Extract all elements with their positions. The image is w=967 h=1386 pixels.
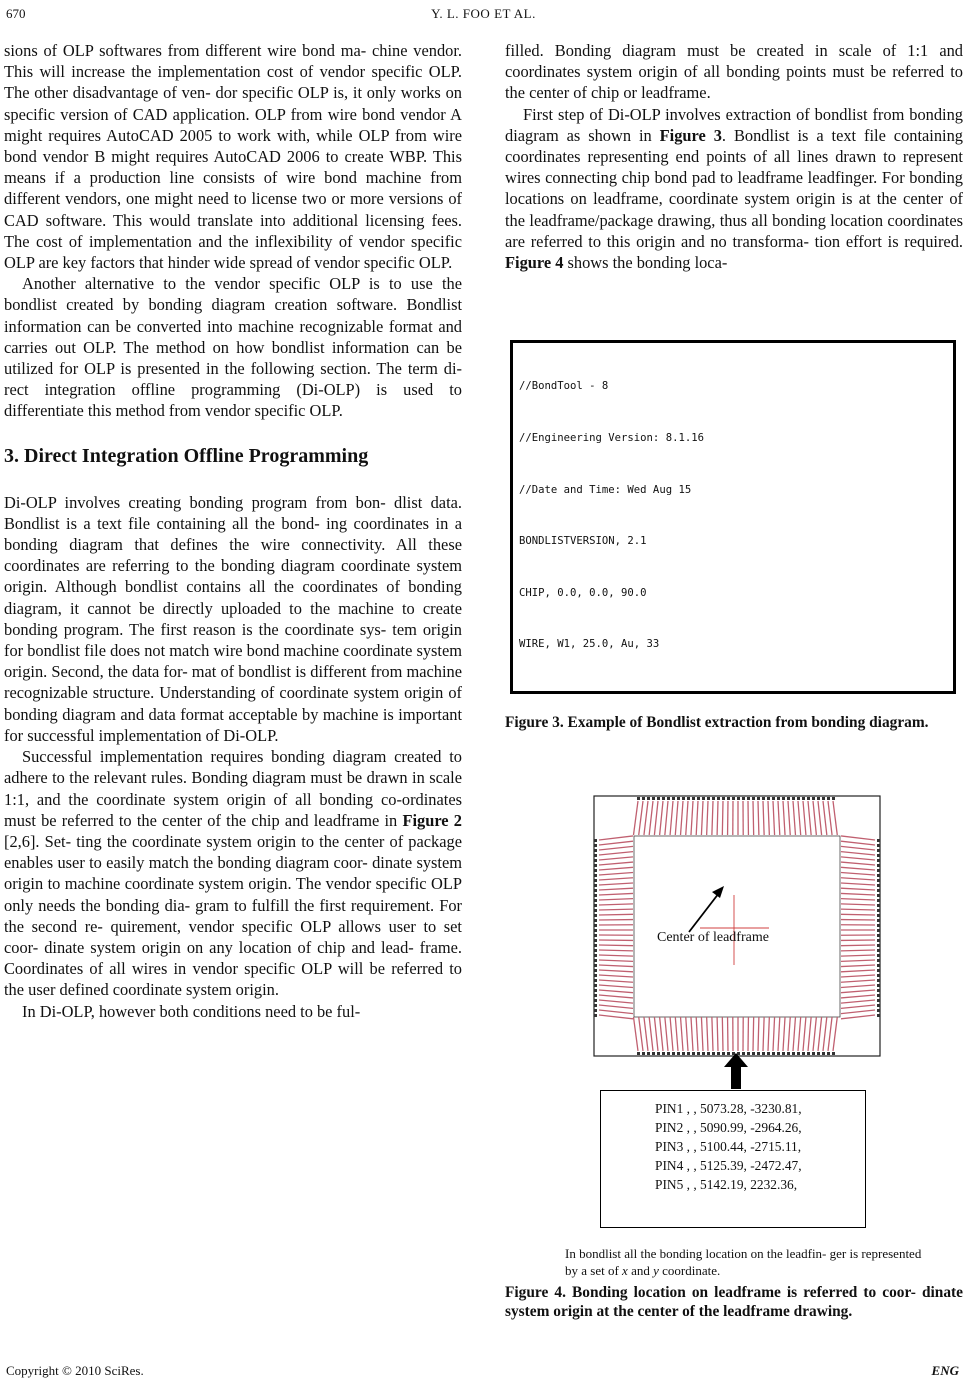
pin-label-mark (657, 1052, 660, 1055)
leadfinger (599, 914, 633, 915)
bondlist-line (519, 688, 947, 694)
right-column (505, 40, 963, 273)
paragraph: First step of Di-OLP involves extraction of bondlist from bonding diagram as shown in Figure 3. Bondlist is a text file containing coordinates representing end points of all lines drawn to represent wires connecting chip bond pad to leadframe leadfinger. For bonding locations on leadframe, coordinate system origin is at the center of the leadframe/package drawing, thus all bonding location coordinates are referred to this origin and no transforma- tion effort is required. Figure 4 shows the bonding loca- (505, 104, 963, 273)
pin-label-mark (692, 797, 695, 800)
pin-label-mark (807, 1052, 810, 1055)
pin-label-mark (692, 1052, 695, 1055)
bondlist-text-box (510, 340, 956, 694)
pin-label-mark (877, 944, 880, 947)
pin-label-mark (642, 1052, 645, 1055)
pin-label-mark (817, 1052, 820, 1055)
pin-label-mark (877, 859, 880, 862)
pin-label-mark (594, 849, 597, 852)
bondlist-line: BONDLISTVERSION, 2.1 (519, 535, 647, 548)
pin-label-mark (637, 797, 640, 800)
pin-label-mark (772, 1052, 775, 1055)
pin-label-mark (877, 939, 880, 942)
pin-label-mark (594, 979, 597, 982)
pin-label-mark (707, 797, 710, 800)
pin-label-mark (662, 1052, 665, 1055)
footer-copyright: Copyright © 2010 SciRes. (6, 1363, 144, 1378)
pin-label-mark (802, 797, 805, 800)
pin-label-mark (877, 914, 880, 917)
figure-3-caption: Figure 3. Example of Bondlist extraction from bonding diagram. (505, 714, 929, 731)
paragraph: sions of OLP softwares from different wire bond ma- chine vendor. This will increase the implementation cost of vendor specific OLP. The other disadvantage of ven- dor specific OLP is, it only works on specific version of CAD application. OLP from wire bond vendor A might requires AutoCAD 2005 to work with, while OLP from wire bond vendor B might requires AutoCAD 2006 to create WBP. This means if a production line consists of wire bond machine from different vendors, one might need to license two or more versions of CAD software. This would translate into additional licensing fees. The cost of implementation and the inflexibility of vendor specific OLP are key factors that hinder wide spread of vendor specific OLP. (4, 41, 462, 273)
leadfinger (599, 909, 633, 910)
leadfinger (841, 950, 875, 951)
pin-label-mark (762, 797, 765, 800)
pin-label-mark (637, 1052, 640, 1055)
pin-label-mark (712, 1052, 715, 1055)
pin-label-mark (747, 797, 750, 800)
pin-label-mark (812, 797, 815, 800)
pin-label-mark (832, 1052, 835, 1055)
pin-label-mark (667, 1052, 670, 1055)
leadfinger (841, 945, 875, 946)
page-number: 670 (6, 6, 26, 21)
section-heading: 3. Direct Integration Offline Programming (4, 444, 369, 467)
pin-label-mark (797, 1052, 800, 1055)
pin-label-mark (594, 904, 597, 907)
pin-label-mark (594, 874, 597, 877)
pin-label-mark (877, 964, 880, 967)
pin-label-mark (782, 1052, 785, 1055)
paragraph: Another alternative to the vendor specific OLP is to use the bondlist created by bonding diagram creation software. Bondlist information can be converted into machine recognizable format and carries out OLP. The method on how bondlist information can be utilized for OLP is presented in the following section. The term di- rect integration offline programming (Di-OLP) is used to differentiate this method from vendor specific OLP. (4, 274, 462, 421)
up-arrow-icon (724, 1053, 748, 1089)
pin-label-mark (594, 944, 597, 947)
pin-label-mark (594, 999, 597, 1002)
pin-label-mark (877, 889, 880, 892)
pin-label-mark (677, 797, 680, 800)
pin-label-mark (594, 959, 597, 962)
paragraph: In Di-OLP, however both conditions need to be ful- (22, 1001, 361, 1021)
pin-line: PIN1 , , 5073.28, -3230.81, (655, 1101, 802, 1116)
pin-label-mark (594, 984, 597, 987)
pin-line: PIN5 , , 5142.19, 2232.36, (655, 1177, 798, 1192)
leadfinger (753, 1017, 754, 1051)
pin-label-mark (647, 1052, 650, 1055)
pin-label-mark (792, 797, 795, 800)
leadframe-diagram (593, 795, 883, 1060)
pin-label-mark (877, 894, 880, 897)
pin-label-mark (657, 797, 660, 800)
leadfinger (758, 801, 759, 835)
pin-label-mark (687, 797, 690, 800)
pin-label-mark (652, 1052, 655, 1055)
leadfinger (722, 801, 723, 835)
pin-label-mark (594, 1009, 597, 1012)
figure-4-caption: Figure 4. Bonding location on leadframe is referred to coor- dinate system origin at the center of the leadframe drawing. (505, 1284, 963, 1320)
pin-label-mark (594, 989, 597, 992)
pin-label-mark (702, 1052, 705, 1055)
pin-label-mark (594, 974, 597, 977)
pin-label-mark (717, 1052, 720, 1055)
pin-label-mark (712, 797, 715, 800)
bondlist-line: CHIP, 0.0, 0.0, 90.0 (519, 586, 647, 599)
pin-label-mark (877, 844, 880, 847)
pin-label-mark (877, 954, 880, 957)
paragraph: Di-OLP involves creating bonding program from bon- dlist data. Bondlist is a text file containing all the bond- ing coordinates in a bonding diagram that defines the wire connectivity. All these coordinates are referring to the bonding diagram coordinate system origin. Although bondlist contains all the coordinates of bonding diagram, it cannot be directly uploaded to the machine to create bonding program. The first reason is the coordinate sys- tem origin for bondlist file does not match wire bond machine coordinate system origin. Second, the data for- mat of bondlist is different from machine recognizable structure. Understanding of coordinate system origin of bonding diagram and data format acceptable by machine is important for successful implementation of Di-OLP. (4, 492, 462, 745)
pin-label-mark (817, 797, 820, 800)
pin-label-mark (682, 797, 685, 800)
pin-label-mark (877, 994, 880, 997)
pin-label-mark (594, 894, 597, 897)
pin-label-mark (877, 919, 880, 922)
pin-label-mark (877, 974, 880, 977)
pin-label-mark (877, 869, 880, 872)
pin-label-mark (792, 1052, 795, 1055)
pin-label-mark (672, 797, 675, 800)
pin-label-mark (877, 884, 880, 887)
pin-label-mark (777, 797, 780, 800)
pin-label-mark (777, 1052, 780, 1055)
pin-label-mark (652, 797, 655, 800)
pin-label-mark (697, 1052, 700, 1055)
leadfinger (758, 1017, 759, 1051)
figure-reference: Figure 2 (402, 810, 462, 830)
footer-journal: ENG (931, 1363, 959, 1378)
pin-label-mark (594, 839, 597, 842)
pin-line: PIN3 , , 5100.44, -2715.11, (655, 1139, 802, 1154)
pin-label-mark (737, 797, 740, 800)
pin-label-mark (752, 797, 755, 800)
pin-label-mark (677, 1052, 680, 1055)
pin-label-mark (702, 797, 705, 800)
pin-label-mark (877, 1004, 880, 1007)
pin-label-mark (732, 797, 735, 800)
pin-label-mark (772, 797, 775, 800)
pin-label-mark (877, 969, 880, 972)
pin-label-mark (594, 939, 597, 942)
leadfinger (841, 909, 875, 910)
bondlist-line: //BondTool - 8 (519, 380, 609, 393)
pin-label-mark (762, 1052, 765, 1055)
pin-coordinate-box (600, 1090, 866, 1228)
pin-label-mark (877, 839, 880, 842)
pin-label-mark (594, 884, 597, 887)
pin-label-mark (594, 969, 597, 972)
pin-label-mark (812, 1052, 815, 1055)
figure-reference: Figure 4 (505, 253, 564, 273)
pin-label-mark (807, 797, 810, 800)
pin-label-mark (697, 797, 700, 800)
pin-label-mark (877, 979, 880, 982)
center-of-leadframe-label: Center of leadframe (657, 930, 769, 945)
pin-label-mark (594, 929, 597, 932)
left-column (4, 40, 462, 1022)
pin-label-mark (877, 849, 880, 852)
pin-label-mark (594, 844, 597, 847)
pin-label-mark (877, 864, 880, 867)
leadfinger (717, 1017, 718, 1051)
paragraph: Successful implementation requires bonding diagram created to adhere to the relevant rules. Bonding diagram must be drawn in scale 1:1, and the coordinate system origin of all bonding co-ordinates must be referred to the center of the chip and leadframe in Figure 2 [2,6]. Set- ting the coordinate system origin to the center of package enables user to easily match the bonding diagram coor- dinate system origin to machine coordinate system origin. The vendor specific OLP only needs the bonding dia- gram to fulfill the first requirement. For the second re- quirement, vendor specific OLP allows user to set coor- dinate system origin on any location of chip and lead- frame. Coordinates of all wires in vendor specific OLP will be referred to the user defined coordinate system origin. (4, 747, 462, 1000)
pin-label-mark (767, 1052, 770, 1055)
pin-label-mark (757, 1052, 760, 1055)
pin-label-mark (594, 879, 597, 882)
pin-label-mark (877, 934, 880, 937)
leadfinger (599, 950, 633, 951)
pin-label-mark (742, 797, 745, 800)
pin-label-mark (877, 854, 880, 857)
pin-label-mark (877, 1009, 880, 1012)
pin-label-mark (877, 904, 880, 907)
pin-label-mark (717, 797, 720, 800)
pin-label-mark (642, 797, 645, 800)
pin-label-mark (787, 1052, 790, 1055)
pin-label-mark (727, 797, 730, 800)
pin-label-mark (782, 797, 785, 800)
bondlist-line: //Engineering Version: 8.1.16 (519, 432, 704, 445)
pin-label-mark (647, 797, 650, 800)
pin-label-mark (594, 864, 597, 867)
pin-label-mark (594, 909, 597, 912)
pin-label-mark (822, 1052, 825, 1055)
pin-label-mark (594, 859, 597, 862)
figure-4-note: In bondlist all the bonding location on the leadfin- ger is represented by a set of x and y coordinate. (565, 1246, 922, 1278)
pin-label-mark (877, 924, 880, 927)
leadfinger (717, 801, 718, 835)
pin-label-mark (827, 1052, 830, 1055)
pin-label-mark (877, 984, 880, 987)
pin-label-mark (662, 797, 665, 800)
bondlist-line: //Date and Time: Wed Aug 15 (519, 483, 692, 496)
pin-label-mark (877, 879, 880, 882)
pin-label-mark (827, 797, 830, 800)
leadfinger (753, 801, 754, 835)
pin-label-mark (787, 797, 790, 800)
pin-label-mark (802, 1052, 805, 1055)
pin-label-mark (797, 797, 800, 800)
pin-label-mark (594, 854, 597, 857)
pin-label-mark (877, 899, 880, 902)
pin-label-mark (594, 964, 597, 967)
leadfinger (841, 914, 875, 915)
pin-label-mark (594, 994, 597, 997)
pin-label-mark (594, 889, 597, 892)
pin-label-mark (667, 797, 670, 800)
pin-label-mark (877, 989, 880, 992)
pin-line: PIN2 , , 5090.99, -2964.26, (655, 1120, 802, 1135)
pin-label-mark (877, 959, 880, 962)
pin-label-mark (594, 869, 597, 872)
running-head: Y. L. FOO ET AL. (431, 6, 536, 21)
pin-label-mark (707, 1052, 710, 1055)
leadfinger (599, 945, 633, 946)
pin-label-mark (877, 874, 880, 877)
pin-label-mark (877, 929, 880, 932)
pin-label-mark (672, 1052, 675, 1055)
paragraph: filled. Bonding diagram must be created in scale of 1:1 and coordinates system origin of all bonding points must be referred to the center of chip or leadframe. (505, 41, 963, 103)
pin-label-mark (757, 797, 760, 800)
pin-label-mark (877, 949, 880, 952)
pin-label-mark (594, 954, 597, 957)
bondlist-line: WIRE, W1, 25.0, Au, 33 (519, 638, 660, 651)
figure-reference: Figure 3 (659, 125, 722, 145)
pin-label-mark (877, 999, 880, 1002)
pin-label-mark (594, 914, 597, 917)
pin-label-mark (682, 1052, 685, 1055)
pin-label-mark (767, 797, 770, 800)
leadfinger (722, 1017, 723, 1051)
pin-label-mark (877, 1014, 880, 1017)
pin-label-mark (822, 797, 825, 800)
pin-label-mark (594, 919, 597, 922)
pin-label-mark (594, 899, 597, 902)
pin-label-mark (722, 797, 725, 800)
pin-line: PIN4 , , 5125.39, -2472.47, (655, 1158, 802, 1173)
pin-label-mark (594, 1014, 597, 1017)
pin-label-mark (687, 1052, 690, 1055)
pin-label-mark (752, 1052, 755, 1055)
pin-label-mark (594, 949, 597, 952)
pin-label-mark (594, 1004, 597, 1007)
pin-label-mark (832, 797, 835, 800)
pin-label-mark (594, 934, 597, 937)
pin-label-mark (877, 909, 880, 912)
pin-label-mark (594, 924, 597, 927)
